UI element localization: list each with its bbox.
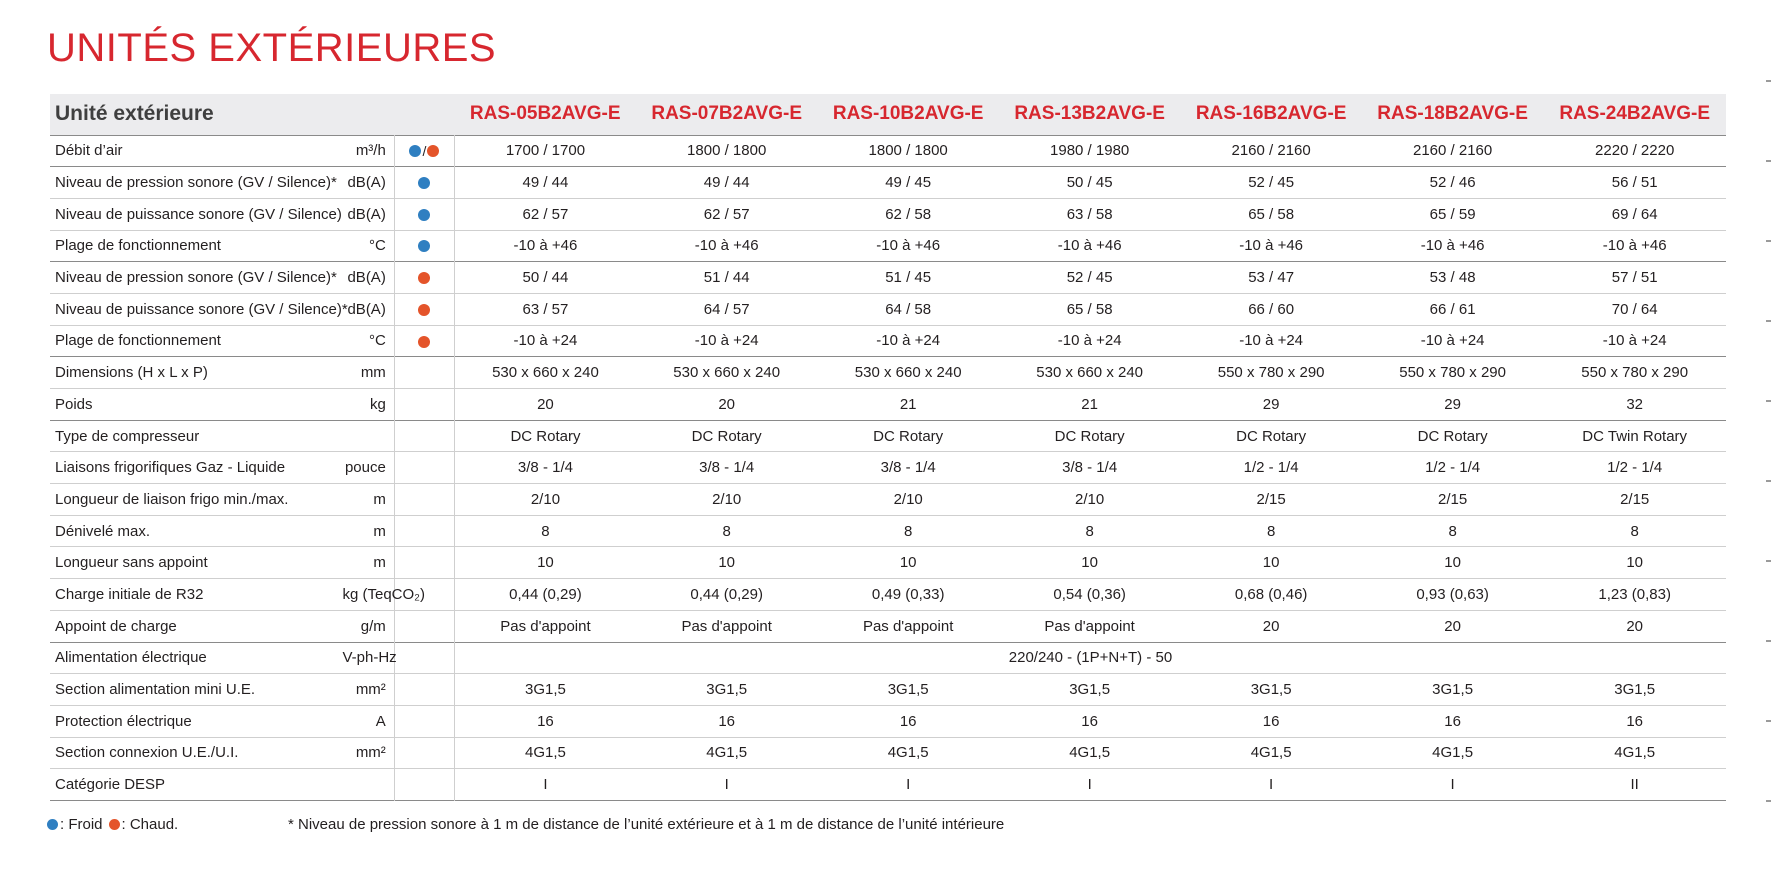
value-cell: -10 à +46 xyxy=(876,237,941,255)
value-cell: -10 à +24 xyxy=(1057,332,1122,350)
value-cell: 2/10 xyxy=(712,490,742,508)
value-cell: 50 / 45 xyxy=(1066,174,1113,192)
value-cell: DC Twin Rotary xyxy=(1582,427,1688,445)
table-row xyxy=(50,610,1726,642)
value-cell: 52 / 45 xyxy=(1248,174,1295,192)
value-cell: 8 xyxy=(1085,522,1094,540)
table-row xyxy=(50,325,1726,357)
row-unit xyxy=(342,769,394,801)
value-cell: 3/8 - 1/4 xyxy=(517,459,573,477)
row-unit: kg (TeqCO₂) xyxy=(342,579,394,611)
row-unit: m xyxy=(342,547,394,579)
value-cell: 16 xyxy=(537,712,554,730)
value-cell: 0,93 (0,63) xyxy=(1416,585,1489,603)
value-cell: 2/10 xyxy=(893,490,923,508)
legend-hot-label: : Chaud. xyxy=(121,816,179,833)
hot-dot-icon xyxy=(418,272,430,284)
table-row xyxy=(50,642,1726,674)
table-row xyxy=(50,262,1726,294)
value-cell: 56 / 51 xyxy=(1611,174,1658,192)
cold-dot-icon xyxy=(418,240,430,252)
row-mode xyxy=(394,610,454,642)
row-label: Longueur de liaison frigo min./max. xyxy=(55,490,289,508)
row-unit: m xyxy=(342,484,394,516)
specs-table xyxy=(50,94,1726,801)
value-cell: 29 xyxy=(1262,395,1280,413)
row-label: Niveau de puissance sonore (GV / Silence) xyxy=(55,205,342,223)
row-label: Liaisons frigorifiques Gaz - Liquide xyxy=(55,459,286,477)
value-cell: II xyxy=(1630,776,1639,794)
value-cell: 2/15 xyxy=(1620,490,1650,508)
row-unit: dB(A) xyxy=(342,198,394,230)
row-mode xyxy=(394,769,454,801)
value-cell: 66 / 61 xyxy=(1429,300,1476,318)
value-cell: -10 à +24 xyxy=(513,332,578,350)
value-cell: 8 xyxy=(1266,522,1276,540)
row-mode xyxy=(394,262,454,294)
value-cell: 2160 / 2160 xyxy=(1231,142,1311,160)
row-label: Plage de fonctionnement xyxy=(55,332,221,350)
table-row xyxy=(50,452,1726,484)
value-cell: 3G1,5 xyxy=(1614,681,1656,699)
value-cell: 16 xyxy=(1262,712,1280,730)
value-cell: Pas d'appoint xyxy=(1044,617,1135,635)
value-cell: 8 xyxy=(722,522,731,540)
value-cell: -10 à +24 xyxy=(1602,332,1667,350)
row-unit: m³/h xyxy=(342,135,394,167)
row-label: Plage de fonctionnement xyxy=(55,237,221,255)
row-mode xyxy=(394,547,454,579)
value-cell: 3G1,5 xyxy=(887,681,929,699)
value-cell: 53 / 48 xyxy=(1429,269,1476,287)
value-cell: 10 xyxy=(1626,554,1644,572)
row-unit: pouce xyxy=(342,452,394,484)
value-cell: 0,49 (0,33) xyxy=(871,585,945,603)
table-body xyxy=(50,135,1726,800)
table-row xyxy=(50,198,1726,230)
value-cell: 64 / 57 xyxy=(703,300,750,318)
row-mode xyxy=(394,230,454,262)
value-cell: 52 / 45 xyxy=(1066,269,1113,287)
legend xyxy=(47,816,178,833)
cold-dot-icon xyxy=(47,819,58,830)
row-label: Appoint de charge xyxy=(55,617,177,635)
value-cell: 69 / 64 xyxy=(1611,205,1658,223)
value-cell: 530 x 660 x 240 xyxy=(1036,364,1144,382)
value-cell: 3/8 - 1/4 xyxy=(880,459,936,477)
value-cell: 49 / 44 xyxy=(703,174,750,192)
value-cell: 530 x 660 x 240 xyxy=(492,364,599,382)
row-unit: A xyxy=(342,705,394,737)
value-cell: 10 xyxy=(899,554,917,572)
value-cell: 4G1,5 xyxy=(1432,744,1474,762)
value-cell: -10 à +24 xyxy=(876,332,941,350)
value-cell: 550 x 780 x 290 xyxy=(1581,364,1689,382)
value-cell: -10 à +24 xyxy=(694,332,759,350)
value-cell: 3G1,5 xyxy=(706,681,748,699)
value-cell: DC Rotary xyxy=(1236,427,1307,445)
row-label: Dénivelé max. xyxy=(55,522,151,540)
row-label: Niveau de pression sonore (GV / Silence)* xyxy=(55,269,337,287)
value-cell: 63 / 57 xyxy=(522,300,569,318)
row-mode xyxy=(394,484,454,516)
table-row xyxy=(50,515,1726,547)
cold-dot-icon xyxy=(418,209,430,221)
value-cell: 8 xyxy=(1448,522,1457,540)
value-cell: 2/10 xyxy=(1075,490,1105,508)
value-cell: 2/15 xyxy=(1256,490,1286,508)
value-cell: 10 xyxy=(718,554,736,572)
value-cell: -10 à +24 xyxy=(1420,332,1485,350)
value-cell: 10 xyxy=(1444,554,1461,572)
value-cell: 0,44 (0,29) xyxy=(690,585,763,603)
model-header: RAS-10B2AVG-E xyxy=(832,103,984,125)
model-header: RAS-18B2AVG-E xyxy=(1377,103,1528,125)
row-label: Niveau de puissance sonore (GV / Silence)* xyxy=(55,300,348,318)
value-cell: 21 xyxy=(1081,395,1098,413)
value-cell: 53 / 47 xyxy=(1248,269,1295,287)
row-unit: V-ph-Hz xyxy=(342,642,394,674)
model-header: RAS-05B2AVG-E xyxy=(469,103,621,125)
row-label: Niveau de pression sonore (GV / Silence)* xyxy=(55,174,337,192)
row-mode xyxy=(394,452,454,484)
value-cell: I xyxy=(1087,776,1092,794)
table-row xyxy=(50,547,1726,579)
legend-cold-label: : Froid xyxy=(60,816,103,833)
value-cell: -10 à +46 xyxy=(1239,237,1304,255)
value-cell: -10 à +46 xyxy=(1602,237,1667,255)
value-cell: 2/10 xyxy=(530,490,561,508)
model-header: RAS-07B2AVG-E xyxy=(651,103,802,125)
value-cell: 1/2 - 1/4 xyxy=(1607,459,1663,477)
row-unit xyxy=(342,420,394,452)
value-cell: 65 / 58 xyxy=(1066,300,1113,318)
value-cell: DC Rotary xyxy=(510,427,581,445)
row-unit: g/m xyxy=(342,610,394,642)
table-row xyxy=(50,230,1726,262)
value-cell: DC Rotary xyxy=(1054,427,1125,445)
value-cell: 20 xyxy=(537,395,554,413)
row-mode xyxy=(394,325,454,357)
hot-dot-icon xyxy=(109,819,120,830)
value-cell: DC Rotary xyxy=(1417,427,1488,445)
table-row xyxy=(50,705,1726,737)
model-header: RAS-16B2AVG-E xyxy=(1195,103,1347,125)
row-label: Longueur sans appoint xyxy=(55,554,208,572)
row-mode xyxy=(394,198,454,230)
value-cell: 20 xyxy=(1262,617,1280,635)
row-mode xyxy=(394,357,454,389)
value-cell: 2220 / 2220 xyxy=(1595,142,1675,160)
value-cell: 0,44 (0,29) xyxy=(509,585,582,603)
value-cell: I xyxy=(1450,776,1455,794)
table-row xyxy=(50,420,1726,452)
value-cell: 10 xyxy=(1262,554,1280,572)
value-cell: -10 à +24 xyxy=(1239,332,1304,350)
row-mode xyxy=(394,515,454,547)
row-label: Type de compresseur xyxy=(55,427,200,445)
value-cell: 21 xyxy=(899,395,917,413)
table-header-row xyxy=(50,94,1726,135)
value-cell: 1980 / 1980 xyxy=(1050,142,1130,160)
value-cell: 530 x 660 x 240 xyxy=(673,364,781,382)
value-cell: Pas d'appoint xyxy=(862,617,954,635)
value-cell: 50 / 44 xyxy=(522,269,569,287)
value-cell: 70 / 64 xyxy=(1611,300,1658,318)
value-cell: 0,54 (0,36) xyxy=(1053,585,1126,603)
value-cell: 29 xyxy=(1444,395,1461,413)
value-cell: 3G1,5 xyxy=(1250,681,1292,699)
table-row xyxy=(50,769,1726,801)
value-cell: Pas d'appoint xyxy=(500,617,591,635)
value-cell: 64 / 58 xyxy=(885,300,932,318)
row-label: Section alimentation mini U.E. xyxy=(55,681,256,699)
value-cell: 550 x 780 x 290 xyxy=(1399,364,1506,382)
hot-dot-icon xyxy=(418,304,430,316)
row-label: Section connexion U.E./U.I. xyxy=(55,744,239,762)
row-unit: mm² xyxy=(342,737,394,769)
row-unit: kg xyxy=(342,389,394,421)
value-cell: 3/8 - 1/4 xyxy=(699,459,755,477)
row-label: Poids xyxy=(55,395,93,413)
merged-value-cell: 220/240 - (1P+N+T) - 50 xyxy=(1008,649,1173,667)
value-cell: 4G1,5 xyxy=(1069,744,1111,762)
value-cell: 8 xyxy=(541,522,550,540)
page-title: UNITÉS EXTÉRIEURES xyxy=(47,26,497,70)
side-trim-marks xyxy=(1766,50,1772,890)
value-cell: 2/15 xyxy=(1438,490,1468,508)
row-unit: mm² xyxy=(342,674,394,706)
value-cell: 51 / 45 xyxy=(885,269,932,287)
value-cell: 1700 / 1700 xyxy=(505,142,586,160)
hot-dot-icon xyxy=(427,145,439,157)
value-cell: 1,23 (0,83) xyxy=(1598,585,1671,603)
value-cell: 66 / 60 xyxy=(1248,300,1295,318)
row-unit: dB(A) xyxy=(342,167,394,199)
value-cell: -10 à +46 xyxy=(694,237,759,255)
value-cell: 16 xyxy=(899,712,917,730)
value-cell: I xyxy=(906,776,911,794)
row-unit: m xyxy=(342,515,394,547)
value-cell: 20 xyxy=(1444,617,1461,635)
value-cell: 16 xyxy=(1626,712,1644,730)
value-cell: 20 xyxy=(1626,617,1644,635)
row-label: Dimensions (H x L x P) xyxy=(55,364,208,382)
value-cell: I xyxy=(724,776,729,794)
table-row xyxy=(50,357,1726,389)
value-cell: I xyxy=(1269,776,1274,794)
row-mode xyxy=(394,293,454,325)
row-mode xyxy=(394,705,454,737)
value-cell: 4G1,5 xyxy=(706,744,748,762)
hot-dot-icon xyxy=(418,336,430,348)
cold-dot-icon xyxy=(409,145,421,157)
row-unit: dB(A) xyxy=(342,293,394,325)
value-cell: DC Rotary xyxy=(873,427,944,445)
value-cell: -10 à +46 xyxy=(1420,237,1485,255)
value-cell: Pas d'appoint xyxy=(681,617,772,635)
row-mode xyxy=(394,167,454,199)
model-header: RAS-13B2AVG-E xyxy=(1014,103,1165,125)
row-unit: mm xyxy=(342,357,394,389)
value-cell: 49 / 45 xyxy=(885,174,932,192)
row-label: Alimentation électrique xyxy=(55,649,207,667)
value-cell: 62 / 57 xyxy=(703,205,750,223)
value-cell: 62 / 57 xyxy=(522,205,569,223)
value-cell: 4G1,5 xyxy=(1614,744,1656,762)
value-cell: I xyxy=(543,776,548,794)
value-cell: 3G1,5 xyxy=(1432,681,1474,699)
value-cell: 57 / 51 xyxy=(1611,269,1658,287)
value-cell: 1/2 - 1/4 xyxy=(1425,459,1481,477)
cold-dot-icon xyxy=(418,177,430,189)
value-cell: 52 / 46 xyxy=(1429,174,1476,192)
row-mode xyxy=(394,389,454,421)
table-row xyxy=(50,579,1726,611)
table-row xyxy=(50,389,1726,421)
value-cell: 16 xyxy=(1081,712,1098,730)
row-unit: °C xyxy=(342,230,394,262)
row-label: Débit d’air xyxy=(55,142,123,160)
value-cell: 63 / 58 xyxy=(1066,205,1113,223)
value-cell: 16 xyxy=(718,712,736,730)
value-cell: 3/8 - 1/4 xyxy=(1062,459,1118,477)
table-row xyxy=(50,167,1726,199)
value-cell: 32 xyxy=(1626,395,1644,413)
row-label: Protection électrique xyxy=(55,712,192,730)
value-cell: 1/2 - 1/4 xyxy=(1243,459,1299,477)
row-mode: / xyxy=(394,135,454,167)
value-cell: 0,68 (0,46) xyxy=(1234,585,1308,603)
table-row xyxy=(50,737,1726,769)
table-row xyxy=(50,484,1726,516)
value-cell: 51 / 44 xyxy=(703,269,750,287)
value-cell: 3G1,5 xyxy=(1069,681,1111,699)
row-label: Catégorie DESP xyxy=(55,776,166,794)
value-cell: 16 xyxy=(1444,712,1461,730)
row-mode xyxy=(394,642,454,674)
value-cell: 10 xyxy=(1081,554,1098,572)
row-unit: dB(A) xyxy=(342,262,394,294)
value-cell: 530 x 660 x 240 xyxy=(854,364,962,382)
value-cell: 10 xyxy=(537,554,554,572)
value-cell: 8 xyxy=(903,522,913,540)
footnote: * Niveau de pression sonore à 1 m de distance de l’unité extérieure et à 1 m de distance de l’unité intérieure xyxy=(288,816,1005,833)
row-mode xyxy=(394,674,454,706)
value-cell: 65 / 59 xyxy=(1429,205,1476,223)
row-unit: °C xyxy=(342,325,394,357)
value-cell: 65 / 58 xyxy=(1248,205,1295,223)
value-cell: 4G1,5 xyxy=(1250,744,1292,762)
row-mode xyxy=(394,737,454,769)
table-row xyxy=(50,674,1726,706)
value-cell: 550 x 780 x 290 xyxy=(1217,364,1325,382)
value-cell: 4G1,5 xyxy=(525,744,566,762)
value-cell: 20 xyxy=(718,395,736,413)
header-label: Unité extérieure xyxy=(55,102,214,126)
row-mode xyxy=(394,420,454,452)
value-cell: 3G1,5 xyxy=(525,681,566,699)
value-cell: 8 xyxy=(1630,522,1639,540)
model-header: RAS-24B2AVG-E xyxy=(1559,103,1710,125)
table-row xyxy=(50,293,1726,325)
row-label: Charge initiale de R32 xyxy=(55,585,204,603)
value-cell: -10 à +46 xyxy=(1057,237,1122,255)
value-cell: 62 / 58 xyxy=(885,205,932,223)
value-cell: DC Rotary xyxy=(691,427,762,445)
value-cell: 2160 / 2160 xyxy=(1412,142,1493,160)
value-cell: 4G1,5 xyxy=(887,744,929,762)
value-cell: 1800 / 1800 xyxy=(687,142,767,160)
value-cell: 1800 / 1800 xyxy=(868,142,948,160)
value-cell: -10 à +46 xyxy=(513,237,578,255)
value-cell: 49 / 44 xyxy=(522,174,569,192)
table-row xyxy=(50,135,1726,167)
